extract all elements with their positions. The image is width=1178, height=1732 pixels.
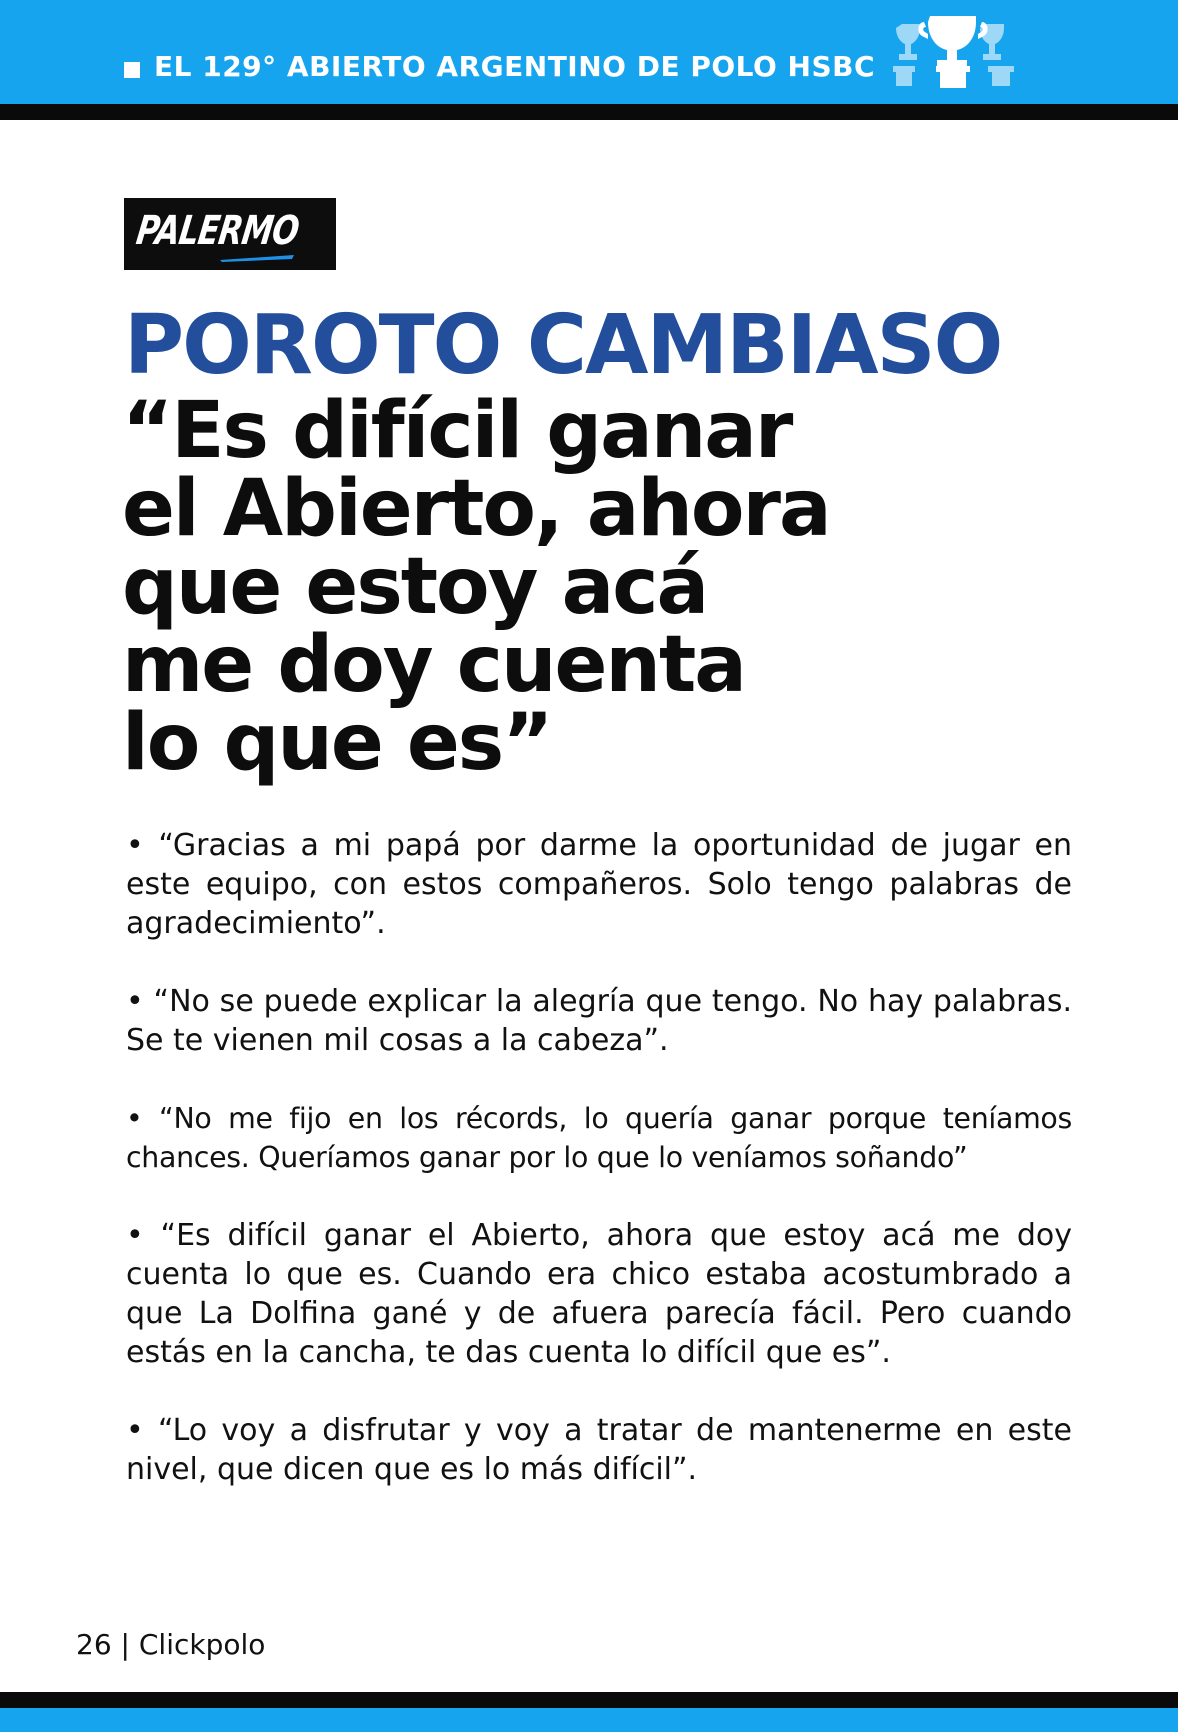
footer-rule: [0, 1692, 1178, 1708]
section-tag-label: PALERMO: [133, 208, 302, 254]
quote-paragraph: • “No se puede explicar la alegría que tengo. No hay palabras. Se te vienen mil cosas a la cabeza”.: [126, 984, 1072, 1058]
brush-stroke-accent: [220, 254, 294, 262]
footer-bar: [0, 1708, 1178, 1732]
page-footer: 26 | Clickpolo: [76, 1628, 266, 1661]
quote-paragraph: • “Es difícil ganar el Abierto, ahora que estoy acá me doy cuenta lo que es. Cuando era chico estaba acostumbrado a que La Dolfina gané y de afuera parecía fácil. Pero cuando estás en la cancha, te das cuenta lo difícil que es”.: [126, 1218, 1072, 1370]
quote-paragraph: • “No me fijo en los récords, lo quería ganar porque teníamos chances. Queríamos ganar por lo que lo veníamos soñando”: [126, 1102, 1072, 1174]
quote-paragraph: • “Lo voy a disfrutar y voy a tratar de mantenerme en este nivel, que dicen que es lo más difícil”.: [126, 1413, 1072, 1487]
headline-quote-line: me doy cuenta: [122, 620, 745, 710]
header-title: EL 129° ABIERTO ARGENTINO DE POLO HSBC: [154, 50, 876, 83]
headline-quote-line: el Abierto, ahora: [122, 464, 830, 554]
headline-quote-line: “Es difícil ganar: [122, 386, 792, 476]
quote-paragraph: • “Gracias a mi papá por darme la oportunidad de jugar en este equipo, con estos compañeros. Solo tengo palabras de agradecimiento”.: [126, 828, 1072, 941]
header-bullet: [124, 62, 140, 78]
trophies-icon: [888, 10, 1018, 94]
header-rule: [0, 104, 1178, 120]
section-tag: [124, 198, 336, 270]
headline-quote-line: que estoy acá: [122, 542, 708, 632]
player-name: POROTO CAMBIASO: [124, 298, 1002, 393]
headline-quote-line: lo que es”: [122, 698, 552, 788]
